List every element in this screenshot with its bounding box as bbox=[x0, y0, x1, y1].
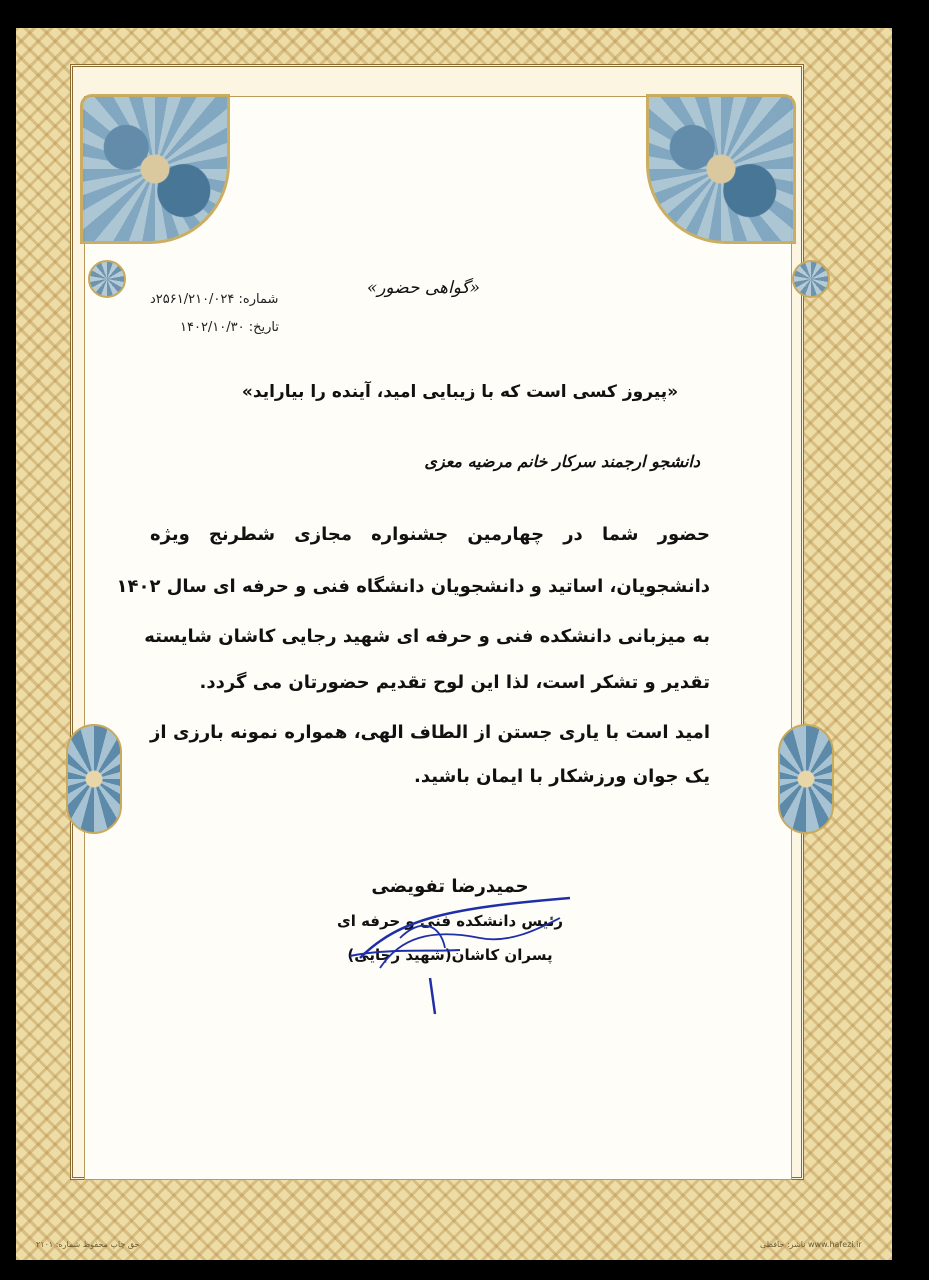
reference-number bbox=[150, 292, 310, 307]
handwritten-signature bbox=[340, 878, 580, 1018]
body-line: امید است با یاری جستن از الطاف الهی، همواره نمونه بارزی از bbox=[150, 722, 710, 743]
body-line: تقدیر و تشکر است، لذا این لوح تقدیم حضورتان می گردد. bbox=[199, 672, 710, 693]
flower-icon bbox=[792, 260, 830, 298]
medallion-icon bbox=[778, 724, 834, 834]
date-value: ۱۴۰۲/۱۰/۳۰ bbox=[180, 320, 245, 335]
date-label: تاریخ: bbox=[248, 320, 280, 335]
body-line: به میزبانی دانشکده فنی و حرفه ای شهید رجایی کاشان شایسته bbox=[144, 626, 710, 647]
body-line: حضور شما در چهارمین جشنواره مجازی شطرنج ویژه bbox=[150, 524, 710, 545]
recipient-salutation: دانشجو ارجمند سرکار خانم مرضیه معزی bbox=[424, 452, 700, 471]
signatory-institution: پسران کاشان(شهید رجایی) bbox=[347, 946, 553, 964]
flower-icon bbox=[88, 260, 126, 298]
issue-date bbox=[180, 320, 300, 335]
body-line: یک جوان ورزشکار با ایمان باشید. bbox=[414, 766, 710, 787]
certificate-title: «گواهی حضور» bbox=[366, 278, 480, 298]
footer-copyright: حق چاپ محفوظ شماره: ۲۱۰۱ bbox=[36, 1240, 140, 1249]
motto: «پیروز کسی است که با زیبایی امید، آینده را بیاراید» bbox=[241, 382, 679, 402]
signatory-role: رئیس دانشکده فنی و حرفه ای bbox=[336, 912, 564, 930]
number-value: ۲۵۶۱/۲۱۰/۰۲۴د bbox=[150, 292, 235, 307]
body-line: دانشجویان، اساتید و دانشجویان دانشگاه فنی و حرفه ای سال ۱۴۰۲ bbox=[116, 576, 710, 597]
signatory-name: حمیدرضا تفویضی bbox=[371, 876, 529, 897]
medallion-icon bbox=[66, 724, 122, 834]
number-label: شماره: bbox=[238, 292, 279, 307]
footer-publisher: www.hafezi.ir ناشر: حافظی bbox=[760, 1240, 862, 1249]
